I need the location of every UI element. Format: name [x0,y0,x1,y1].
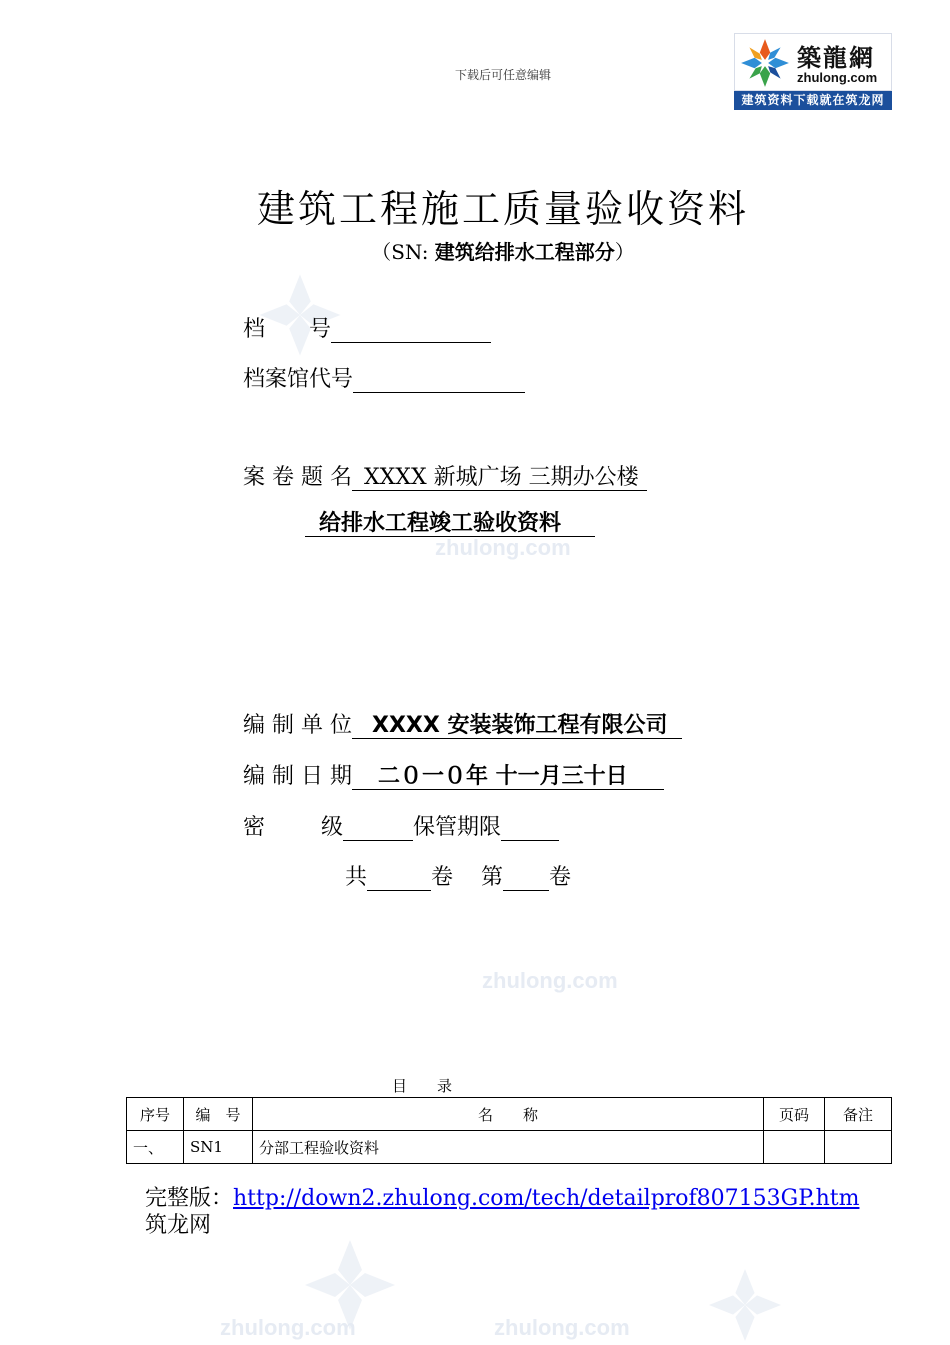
toc-cell-number: SN1 [184,1131,253,1164]
compile-date-label: 编 制 日 期 [243,764,352,789]
compile-date-text: 二０一０年 十一月三十日 [377,764,628,789]
page-subtitle [0,236,950,265]
volume-title-line2 [305,511,595,537]
total-volumes-blank[interactable] [367,865,431,891]
logo-box [734,33,892,91]
compile-date-row [243,759,664,790]
archive-number-label-2: 号 [309,317,332,342]
toc-title: 目录 [392,1077,483,1095]
volume-title-line2-text: 给排水工程竣工验收资料 [319,511,562,536]
archive-number-label-1: 档 [243,317,266,342]
secret-label-2: 级 [321,815,344,840]
logo-flower-icon [739,37,791,89]
volume-count-row [345,860,571,891]
compiler-row [243,708,682,739]
page-title: 建筑工程施工质量验收资料 [256,187,749,231]
volume-word-1: 卷 [431,865,454,890]
logo-chinese-text: 築龍網 [797,44,875,72]
toc-header-name: 名 称 [253,1098,764,1131]
compiler-value [352,713,682,739]
watermark-flower-icon [705,1265,785,1345]
total-label: 共 [345,865,368,890]
secret-label-1: 密 [243,815,266,840]
watermark-text: zhulong.com [494,1315,630,1340]
toc-cell-name: 分部工程验收资料 [253,1131,764,1164]
watermark-text: zhulong.com [482,968,618,993]
toc-header-remark: 备注 [825,1098,892,1131]
full-version-line [145,1181,859,1212]
subtitle-open: （SN: [371,240,429,264]
site-name: 筑龙网 [145,1213,212,1238]
volume-title-label: 案 卷 题 名 [243,465,352,490]
subtitle-close: ） [614,240,635,264]
volume-title-line1-text: XXXX 新城广场 三期办公楼 [363,465,639,490]
volume-title-row-2 [305,511,595,537]
compiler-label: 编 制 单 位 [243,713,352,738]
volume-number-blank[interactable] [503,865,549,891]
retention-blank[interactable] [501,815,559,841]
toc-cell-index: 一、 [127,1131,184,1164]
retention-label: 保管期限 [413,815,502,840]
secret-row [243,810,559,841]
toc-table [126,1097,892,1164]
volume-title-row [243,460,647,491]
volume-word-2: 卷 [549,865,572,890]
archive-code-label: 档案馆代号 [243,367,354,392]
subtitle-bold: 建筑给排水工程部分 [434,240,615,264]
toc-header-index: 序号 [127,1098,184,1131]
archive-number-blank[interactable] [331,317,491,343]
full-version-prefix: 完整版： [145,1186,234,1211]
compiler-value-text: XXXX 安装装饰工程有限公司 [371,713,668,738]
logo-tagline: 建筑资料下载就在筑龙网 [734,91,892,110]
archive-number-row [243,312,491,343]
toc-cell-page [764,1131,825,1164]
volume-title-line1 [352,465,647,491]
compile-date-value [352,764,664,790]
full-version-link[interactable]: http://down2.zhulong.com/tech/detailprof807153GP.htm [233,1186,860,1211]
secret-level-blank[interactable] [343,815,413,841]
toc-cell-remark [825,1131,892,1164]
archive-code-row [243,362,525,393]
archive-code-blank[interactable] [353,367,525,393]
toc-header-page: 页码 [764,1098,825,1131]
watermark-text: zhulong.com [220,1315,356,1340]
header-note: 下载后可任意编辑 [454,68,551,82]
nth-label: 第 [481,865,504,890]
watermark-text: zhulong.com [435,535,571,560]
table-row [127,1131,892,1164]
toc-header-row [127,1098,892,1131]
toc-header-number: 编 号 [184,1098,253,1131]
zhulong-logo [734,33,892,110]
logo-english-text: zhulong.com [797,70,878,85]
